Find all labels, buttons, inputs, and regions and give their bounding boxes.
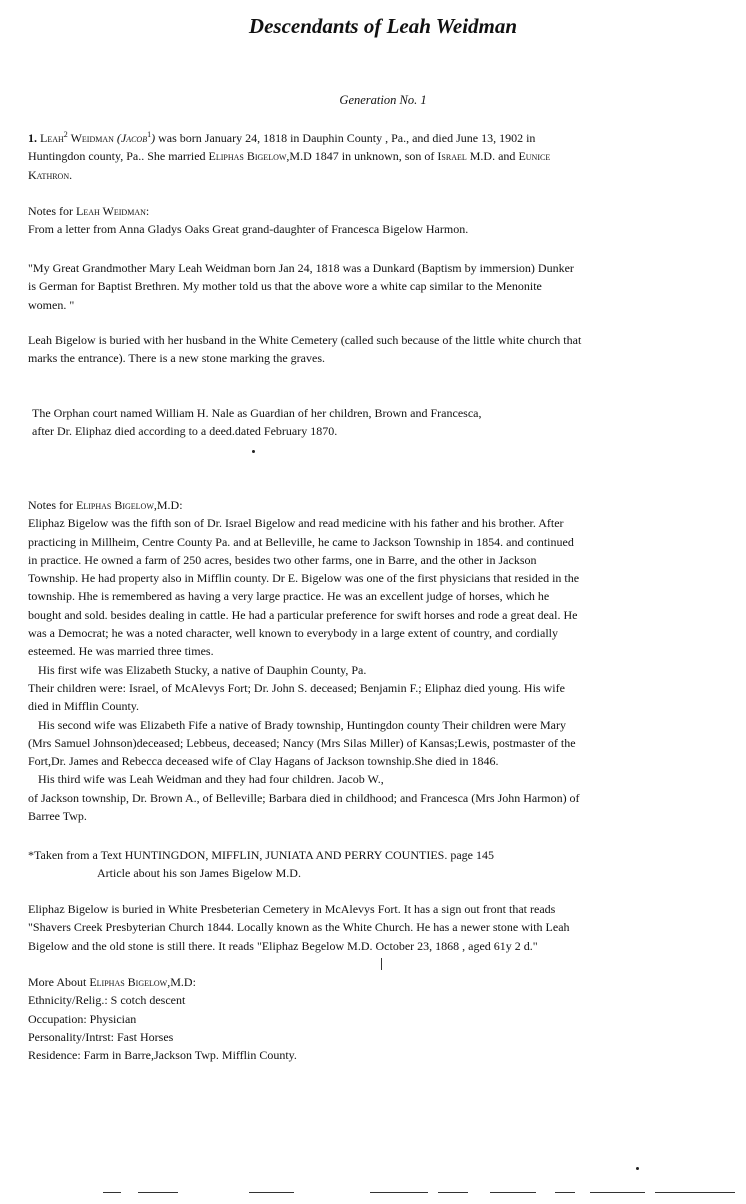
notes-leah-orphan-court: The Orphan court named William H. Nale as Guardian of her children, Brown and Francesca, after Dr. Eliphaz died according to a deed.dated February 1870.	[32, 406, 482, 439]
notes-eliphas: Notes for Eliphas Bigelow,M.D: Eliphaz Bigelow was the fifth son of Dr. Israel Bigelow and read medicine with his father and his brother. After practicing in Millheim, Centre County Pa. and at Belleville, he came to Jackson Township in 1854. and continued in practice. He owned a farm of 250 acres, besides two other farms, one in Barre, and the other in Jackson Township. He had property also in Mifflin county. Dr E. Bigelow was one of the first physicians that resided in the township. Hhe is remembered as having a very large practice. He was an excellent judge of horses, which he bought and sold. besides dealing in cattle. He had a particular preference for swift horses and rode a great deal. He was a Democrat; he was a noted character, well known to everybody in a large extent of country, and cordially esteemed. He was married three times. His first wife was Elizabeth Stucky, a native of Dauphin County, Pa. Their children were: Israel, of McAlevys Fort; Dr. John S. deceased; Benjamin F.; Eliphaz died young. His wife died in Mifflin County. His second wife was Elizabeth Fife a native of Brady township, Huntingdon county Their children were Mary (Mrs Samuel Johnson)deceased; Lebbeus, deceased; Nancy (Mrs Silas Miller) of Kansas;Lewis, postmaster of the Fort,Dr. James and Rebecca deceased wife of Clay Hagans of Jackson township.She died in 1846. His third wife was Leah Weidman and they had four children. Jacob W., of Jackson township, Dr. Brown A., of Belleville; Barbara died in childhood; and Francesca (Mrs John Harmon) of Barree Twp.	[28, 496, 743, 825]
entry-line-1: 1. Leah$^2$ Weidman (Jacob$^1$) was born January 24, 1818 in Dauphin County , Pa., and died June 13, 1902 in	[28, 130, 536, 145]
scan-speck	[636, 1167, 639, 1170]
notes-heading: Notes for Eliphas Bigelow,M.D:	[28, 498, 183, 512]
document-title: Descendants of Leah Weidman	[248, 14, 518, 38]
more-about-item: Residence: Farm in Barre,Jackson Twp. Mifflin County.	[28, 1048, 297, 1063]
entry-line-2: Huntingdon county, Pa.. She married Eliphas Bigelow,M.D 1847 in unknown, son of Israel M.D. and Eunice	[28, 149, 551, 164]
source-citation: *Taken from a Text HUNTINGDON, MIFFLIN, JUNIATA AND PERRY COUNTIES. page 145 Article about his son James Bigelow M.D.	[28, 848, 494, 881]
more-about-heading: More About Eliphas Bigelow,M.D:	[28, 975, 196, 989]
notes-heading: Notes for Leah Weidman:	[28, 204, 150, 218]
spouse-name: Eliphas Bigelow,M.D	[208, 149, 312, 164]
entry-line-3: Kathron.	[28, 167, 73, 182]
parent-name: (Jacob	[116, 131, 148, 145]
notes-leah	[28, 202, 743, 239]
scan-speck	[252, 450, 255, 453]
more-about	[28, 973, 743, 1064]
notes-leah-quote: "My Great Grandmother Mary Leah Weidman born Jan 24, 1818 was a Dunkard (Baptism by immersion) Dunker is German for Baptist Brethren. My mother told us that the above wore a white cap similar to the Menonite women. "	[28, 261, 574, 312]
notes-leah-burial: Leah Bigelow is buried with her husband in the White Cemetery (called such because of the little white church that marks the entrance). There is a new stone marking the graves.	[28, 333, 582, 366]
burial-note: Eliphaz Bigelow is buried in White Presbeterian Cemetery in McAlevys Fort. It has a sign out front that reads "Shavers Creek Presbyterian Church 1844. Locally known as the White Church. He has a newer stone with Leah Bigelow and the old stone is still there. It reads "Eliphaz Begelow M.D. October 23, 1868 , aged 61y 2 d."	[28, 902, 570, 953]
more-about-item: Ethnicity/Relig.: S cotch descent	[28, 993, 186, 1008]
person-name: Leah	[40, 131, 64, 145]
more-about-item: Personality/Intrst: Fast Horses	[28, 1029, 174, 1044]
more-about-item: Occupation: Physician	[28, 1011, 137, 1026]
entry-1	[28, 126, 743, 184]
scan-footer-lines	[0, 1188, 746, 1204]
generation-heading: Generation No. 1	[339, 93, 427, 107]
scan-mark	[381, 958, 382, 970]
notes-line: From a letter from Anna Gladys Oaks Great grand-daughter of Francesca Bigelow Harmon.	[28, 222, 469, 237]
